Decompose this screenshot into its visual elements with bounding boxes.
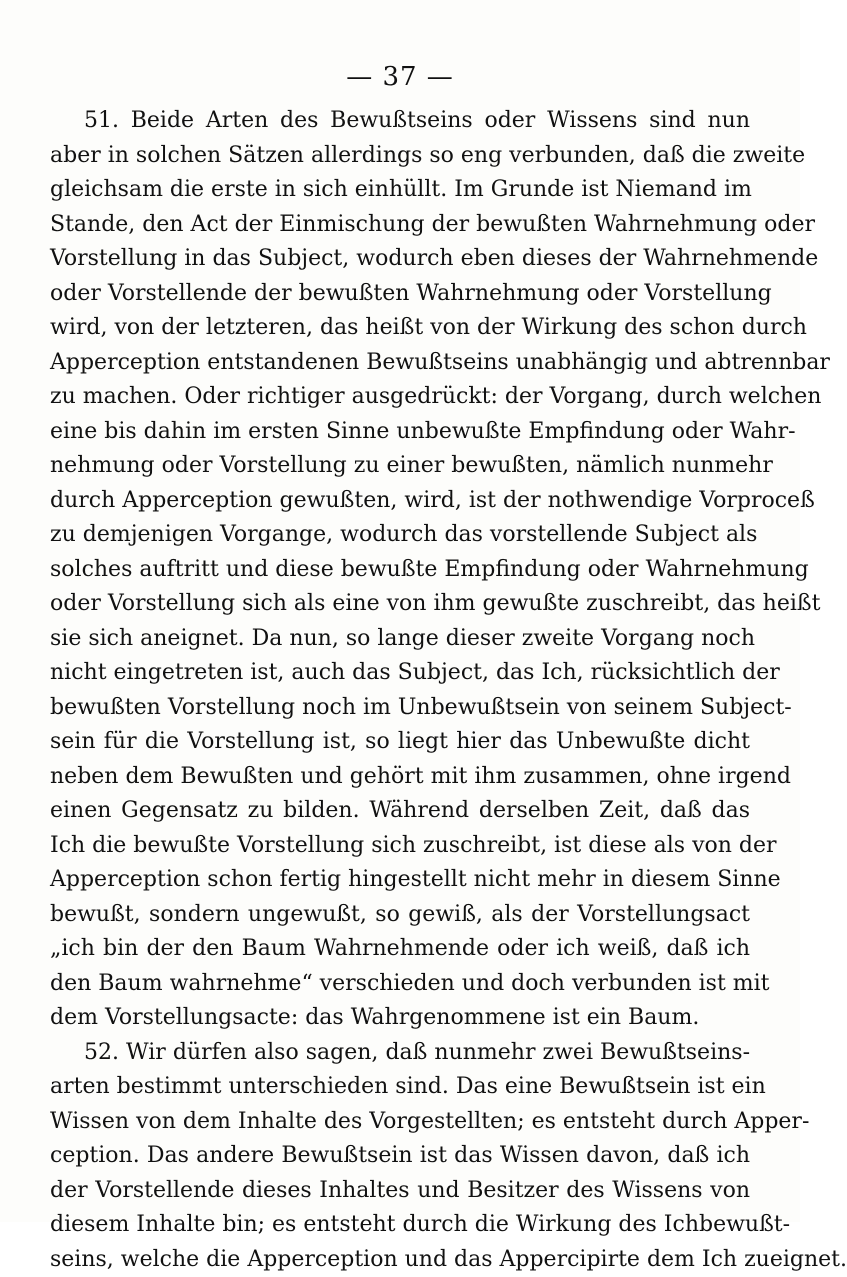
- text-line: wird, von der letzteren, das heißt von der Wirkung des schon durch: [50, 311, 750, 346]
- text-line: Apperception schon fertig hingestellt nicht mehr in diesem Sinne: [50, 863, 750, 898]
- text-line: diesem Inhalte bin; es entsteht durch die Wirkung des Ichbewußt-: [50, 1208, 750, 1243]
- text-line: seins, welche die Apperception und das Appercipirte dem Ich zueignet.: [50, 1243, 750, 1277]
- text-line: 52. Wir dürfen also sagen, daß nunmehr zwei Bewußtseins-: [50, 1036, 750, 1071]
- text-line: Stande, den Act der Einmischung der bewußten Wahrnehmung oder: [50, 208, 750, 243]
- text-line: eine bis dahin im ersten Sinne unbewußte Empfindung oder Wahr-: [50, 415, 750, 450]
- text-line: bewußten Vorstellung noch im Unbewußtsein von seinem Subject-: [50, 691, 750, 726]
- text-line: einen Gegensatz zu bilden. Während derselben Zeit, daß das: [50, 794, 750, 829]
- text-line: bewußt, sondern ungewußt, so gewiß, als der Vorstellungsact: [50, 898, 750, 933]
- text-line: sie sich aneignet. Da nun, so lange dieser zweite Vorgang noch: [50, 622, 750, 657]
- text-line: 51. Beide Arten des Bewußtseins oder Wissens sind nun: [50, 104, 750, 139]
- text-line: aber in solchen Sätzen allerdings so eng verbunden, daß die zweite: [50, 139, 750, 174]
- paragraph-52: [50, 1036, 750, 1277]
- text-line: nehmung oder Vorstellung zu einer bewußten, nämlich nunmehr: [50, 449, 750, 484]
- body-text: [50, 104, 750, 1277]
- text-line: Ich die bewußte Vorstellung sich zuschreibt, ist diese als von der: [50, 829, 750, 864]
- text-line: „ich bin der den Baum Wahrnehmende oder ich weiß, daß ich: [50, 932, 750, 967]
- page-number: — 37 —: [0, 62, 800, 92]
- text-line: der Vorstellende dieses Inhaltes und Besitzer des Wissens von: [50, 1174, 750, 1209]
- text-line: durch Apperception gewußten, wird, ist der nothwendige Vorproceß: [50, 484, 750, 519]
- text-line: gleichsam die erste in sich einhüllt. Im Grunde ist Niemand im: [50, 173, 750, 208]
- text-line: nicht eingetreten ist, auch das Subject, das Ich, rücksichtlich der: [50, 656, 750, 691]
- text-line: Wissen von dem Inhalte des Vorgestellten; es entsteht durch Apper-: [50, 1105, 750, 1140]
- paragraph-51: [50, 104, 750, 1036]
- text-line: Apperception entstandenen Bewußtseins unabhängig und abtrennbar: [50, 346, 750, 381]
- text-line: sein für die Vorstellung ist, so liegt hier das Unbewußte dicht: [50, 725, 750, 760]
- text-line: den Baum wahrnehme“ verschieden und doch verbunden ist mit: [50, 967, 750, 1002]
- text-line: dem Vorstellungsacte: das Wahrgenommene ist ein Baum.: [50, 1001, 750, 1036]
- text-line: zu demjenigen Vorgange, wodurch das vorstellende Subject als: [50, 518, 750, 553]
- text-line: zu machen. Oder richtiger ausgedrückt: der Vorgang, durch welchen: [50, 380, 750, 415]
- text-line: oder Vorstellung sich als eine von ihm gewußte zuschreibt, das heißt: [50, 587, 750, 622]
- text-line: solches auftritt und diese bewußte Empfindung oder Wahrnehmung: [50, 553, 750, 588]
- text-line: ception. Das andere Bewußtsein ist das Wissen davon, daß ich: [50, 1139, 750, 1174]
- text-line: oder Vorstellende der bewußten Wahrnehmung oder Vorstellung: [50, 277, 750, 312]
- text-line: Vorstellung in das Subject, wodurch eben dieses der Wahrnehmende: [50, 242, 750, 277]
- text-line: neben dem Bewußten und gehört mit ihm zusammen, ohne irgend: [50, 760, 750, 795]
- text-line: arten bestimmt unterschieden sind. Das eine Bewußtsein ist ein: [50, 1070, 750, 1105]
